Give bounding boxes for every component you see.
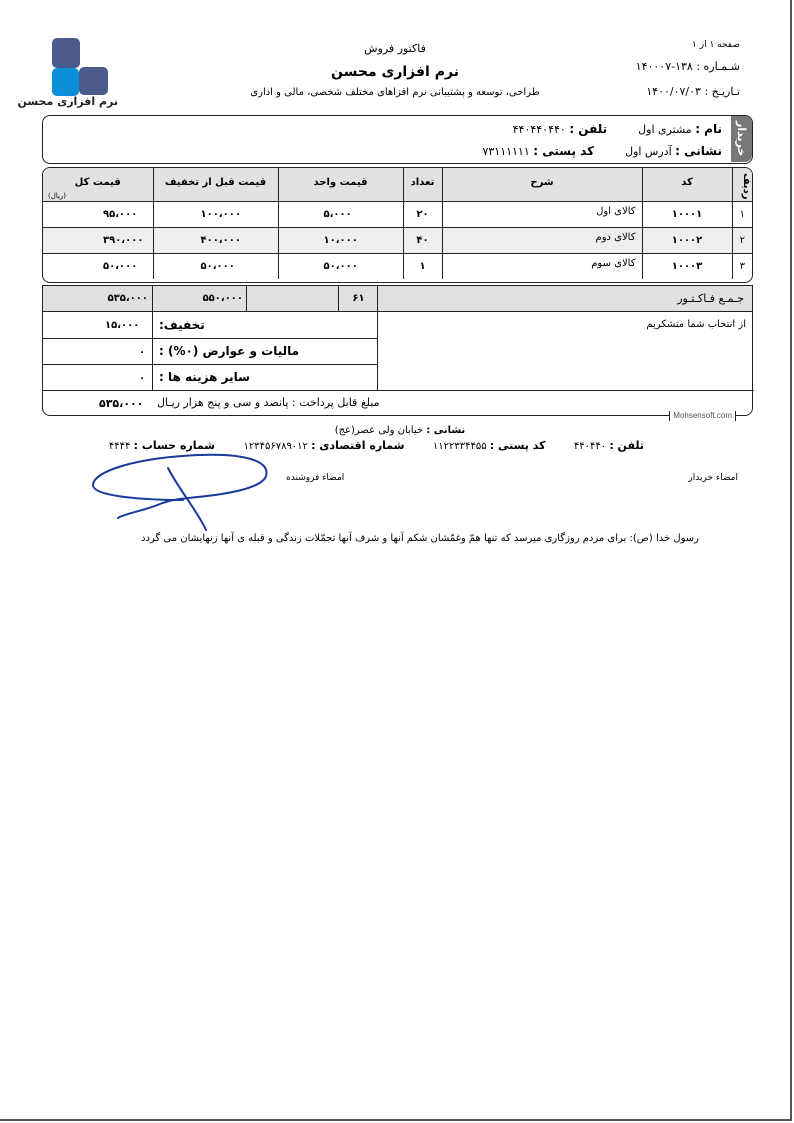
seller-contact-row — [109, 439, 644, 452]
total-quantity: ۶۱ — [352, 293, 365, 304]
cell-row-number: ۲ — [732, 227, 752, 253]
logo-text: نرم افزاری محسن — [17, 95, 118, 108]
cell-quantity: ۴۰ — [403, 227, 442, 253]
items-table-container — [42, 167, 753, 283]
cell-unit-price: ۵۰،۰۰۰ — [278, 253, 403, 279]
buyer-address: آدرس اول — [625, 145, 672, 158]
seller-signature-label: امضاء فروشنده — [286, 473, 345, 483]
seller-address: خیابان ولی عصر(عج) — [334, 425, 424, 436]
discount-value: ۱۵،۰۰۰ — [105, 320, 140, 331]
footer-quote: رسول خدا (ص): برای مردم روزگاری میرسد که تنها همّ وغمّشان شکم آنها و شرف آنها تجمّلات زندگی و قبله ی آنها زنهایشان می گردد — [141, 533, 699, 544]
header-description: شرح — [442, 168, 642, 201]
seller-phone: ۴۴۰۴۴۰ — [573, 441, 607, 452]
seller-address-label: نشانی : — [426, 425, 466, 436]
header-total-price — [43, 168, 153, 201]
buyer-name-row — [513, 122, 722, 136]
seller-economic-code: ۱۲۳۴۵۶۷۸۹۰۱۲ — [243, 441, 308, 452]
seller-address-row — [200, 425, 600, 436]
invoice-total-label: جـمـع فـاکـتـور — [677, 292, 744, 305]
cell-quantity: ۲۰ — [403, 201, 442, 227]
other-costs-label: سایر هزینه ها : — [159, 370, 250, 384]
seller-postal: ۱۱۲۲۳۳۴۴۵۵ — [432, 441, 487, 452]
table-row — [43, 201, 752, 227]
items-table — [43, 168, 752, 279]
cell-code: ۱۰۰۰۱ — [642, 201, 732, 227]
tax-value: ۰ — [139, 347, 146, 358]
payable-amount-value: ۵۳۵،۰۰۰ — [99, 397, 144, 410]
cell-price-before-discount: ۱۰۰،۰۰۰ — [153, 201, 278, 227]
cell-unit-price: ۵،۰۰۰ — [278, 201, 403, 227]
cell-code: ۱۰۰۰۳ — [642, 253, 732, 279]
buyer-postal-label: کد پستی : — [533, 144, 595, 158]
invoice-date-label: تـاریـخ : — [704, 85, 740, 98]
invoice-number-label: شـمـاره : — [696, 60, 740, 73]
logo-shape-top — [52, 38, 80, 68]
buyer-address-row — [482, 144, 722, 158]
cell-unit-price: ۱۰،۰۰۰ — [278, 227, 403, 253]
company-name: نرم افزاری محسن — [331, 64, 459, 80]
buyer-tab-label: خریدار — [731, 116, 752, 162]
table-row — [43, 227, 752, 253]
logo-shape-blue — [52, 68, 79, 96]
invoice-notes: از انتخاب شما متشکریم — [646, 319, 746, 330]
cell-price-before-discount: ۴۰۰،۰۰۰ — [153, 227, 278, 253]
watermark-link[interactable]: Mohsensoft.com — [669, 411, 736, 421]
header-unit-price: قیمت واحد — [278, 168, 403, 201]
header-quantity: تعداد — [403, 168, 442, 201]
title-block — [220, 42, 570, 98]
items-header-row — [43, 168, 752, 201]
invoice-total-row — [43, 286, 752, 312]
discount-label: تخفیف: — [159, 318, 205, 332]
invoice-meta — [580, 40, 740, 110]
cell-price-before-discount: ۵۰،۰۰۰ — [153, 253, 278, 279]
buyer-phone: ۴۴۰۴۴۰۴۴۰ — [512, 123, 566, 136]
header-total-price-label: قیمت کل — [74, 177, 121, 188]
invoice-number-row — [580, 60, 740, 73]
table-row — [43, 253, 752, 279]
page-indicator: صفحه ۱ از ۱ — [692, 40, 740, 50]
seller-economic-code-label: شماره اقتصادی : — [311, 439, 405, 452]
seller-phone-label: تلفن : — [609, 439, 644, 452]
cell-description: کالای اول — [442, 201, 642, 227]
other-costs-value: ۰ — [139, 373, 146, 384]
invoice-number: ۱۳۸-۱۴۰۰۰۷ — [635, 60, 693, 73]
company-logo — [17, 38, 118, 113]
total-before-discount: ۵۵۰،۰۰۰ — [202, 293, 243, 304]
cell-quantity: ۱ — [403, 253, 442, 279]
header-price-before-discount: قیمت قبل از تخفیف — [153, 168, 278, 201]
document-title: فاکتور فروش — [364, 42, 426, 55]
buyer-name-label: نام : — [695, 122, 722, 136]
cell-total-price: ۳۹۰،۰۰۰ — [43, 227, 153, 253]
buyer-address-label: نشانی : — [675, 144, 722, 158]
currency-note: (ریال) — [48, 192, 67, 200]
buyer-postal: ۷۳۱۱۱۱۱۱ — [482, 145, 530, 158]
buyer-section — [42, 115, 753, 164]
total-price: ۵۳۵،۰۰۰ — [107, 293, 148, 304]
invoice-date-row — [580, 85, 740, 98]
buyer-phone-label: تلفن : — [569, 122, 608, 136]
invoice-date: ۱۴۰۰/۰۷/۰۳ — [646, 85, 701, 98]
header-code: کد — [642, 168, 732, 201]
seller-account-label: شماره حساب : — [133, 439, 216, 452]
company-subtitle: طراحی، توسعه و پشتیبانی نرم افزاهای مختلف شخصی، مالی و اداری — [250, 87, 540, 98]
cell-total-price: ۹۵،۰۰۰ — [43, 201, 153, 227]
seller-postal-label: کد پستی : — [489, 439, 546, 452]
payable-amount-text: مبلغ قابل پرداخت : پانصد و سی و پنج هزار ریـال — [157, 396, 380, 409]
logo-shape-right — [79, 67, 108, 95]
buyer-name: مشتری اول — [638, 123, 692, 136]
tax-label: مالیات و عوارض (۰%) : — [159, 344, 300, 358]
buyer-signature-label: امضاء خریدار — [688, 473, 738, 483]
cell-description: کالای دوم — [442, 227, 642, 253]
cell-description: کالای سوم — [442, 253, 642, 279]
header-row-number: ردیف — [732, 168, 752, 201]
cell-row-number: ۱ — [732, 201, 752, 227]
cell-total-price: ۵۰،۰۰۰ — [43, 253, 153, 279]
invoice-summary — [42, 285, 753, 420]
seller-account: ۴۴۴۴ — [108, 441, 131, 452]
cell-row-number: ۳ — [732, 253, 752, 279]
seller-signature-icon — [88, 452, 273, 534]
cell-code: ۱۰۰۰۲ — [642, 227, 732, 253]
